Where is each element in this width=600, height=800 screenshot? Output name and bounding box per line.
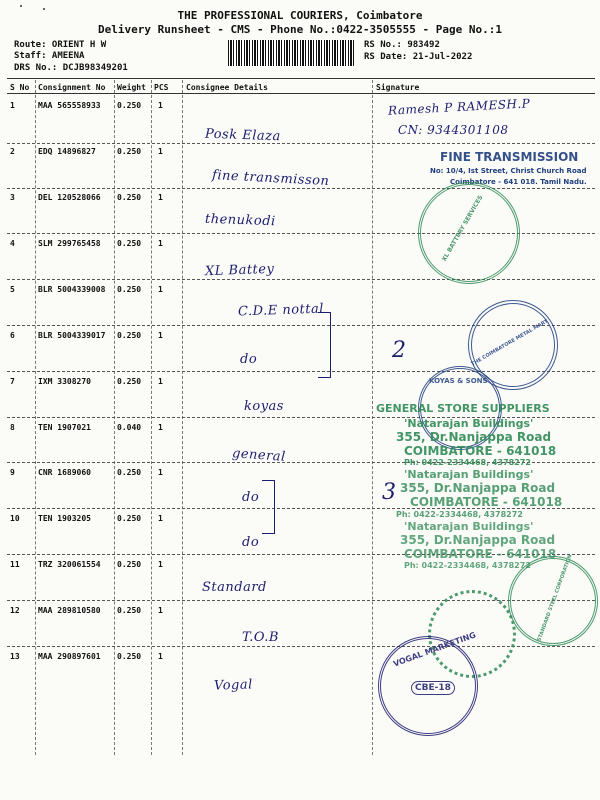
- row-consignee-handwritten: C.D.E nottal: [237, 301, 325, 320]
- standard-steel-stamp-text: STANDARD STEEL CORPORATION: [536, 553, 574, 643]
- row-weight: 0.250: [117, 560, 142, 569]
- col-header-consignment: Consignment No: [38, 83, 106, 92]
- runsheet-subtitle: Delivery Runsheet - CMS - Phone No.:0422-3505555 - Page No.:1: [98, 23, 502, 36]
- general-stores-line4-repeat: Ph: 0422-2334468, 4378272: [396, 510, 523, 519]
- row-pcs: 1: [158, 652, 163, 661]
- row-pcs: 1: [158, 560, 163, 569]
- row-pcs: 1: [158, 606, 163, 615]
- row-consignee-handwritten: do: [242, 490, 260, 505]
- row-sno: 1: [10, 101, 15, 110]
- drs-number: DRS No.: DCJB98349201: [14, 63, 128, 73]
- row-weight: 0.250: [117, 606, 142, 615]
- col-header-signature: Signature: [376, 83, 420, 92]
- row-weight: 0.040: [117, 423, 142, 432]
- row-consignment-no: DEL 120528066: [38, 193, 101, 202]
- scan-dot: [20, 5, 22, 7]
- row-consignee-handwritten: do: [242, 535, 260, 550]
- general-stores-title: GENERAL STORE SUPPLIERS: [376, 402, 550, 415]
- row-consignment-no: BLR 5004339008: [38, 285, 106, 294]
- col-header-weight: Weight: [117, 83, 146, 92]
- row-weight: 0.250: [117, 193, 142, 202]
- table-header-rule: [7, 93, 595, 94]
- route-label: Route: ORIENT H W: [14, 40, 107, 50]
- fine-transmission-stamp-line1: No: 10/4, Ist Street, Christ Church Road: [430, 167, 587, 175]
- koyas-stamp-text: KOYAS & SONS: [429, 377, 488, 385]
- metal-mart-stamp-text: THE COIMBATORE METAL MART: [470, 318, 550, 368]
- row-consignee-handwritten: XL Battey: [204, 261, 275, 280]
- row-consignee-handwritten: general: [231, 446, 287, 465]
- general-stores-line3-repeat2: COIMBATORE - 641018: [404, 547, 557, 561]
- row-divider: [7, 188, 595, 189]
- rs-number: RS No.: 983492: [364, 40, 440, 50]
- row-sno: 11: [10, 560, 20, 569]
- row-consignment-no: MAA 565558933: [38, 101, 101, 110]
- row-sno: 7: [10, 377, 15, 386]
- general-stores-line2-repeat2: 355, Dr.Nanjappa Road: [400, 533, 556, 547]
- row-consignment-no: MAA 289810580: [38, 606, 101, 615]
- col-header-sno: S No: [10, 83, 30, 92]
- row-sno: 13: [10, 652, 20, 661]
- row-weight: 0.250: [117, 468, 142, 477]
- row-consignee-handwritten: Standard: [202, 580, 267, 595]
- row-divider: [7, 279, 595, 280]
- general-stores-line4: Ph: 0422-2334468, 4378272: [404, 458, 531, 467]
- row-pcs: 1: [158, 331, 163, 340]
- row-consignment-no: IXM 3308270: [38, 377, 91, 386]
- vogal-stamp-center: CBE-18: [411, 681, 455, 695]
- general-stores-line3: COIMBATORE - 641018: [404, 444, 557, 458]
- row-consignment-no: TRZ 320061554: [38, 560, 101, 569]
- row-divider: [7, 600, 595, 601]
- signature-1-name: Ramesh P RAMESH.P: [387, 96, 531, 118]
- row-consignment-no: SLM 299765458: [38, 239, 101, 248]
- signature-1-phone: CN: 9344301108: [398, 123, 509, 137]
- col-header-consignee: Consignee Details: [186, 83, 268, 92]
- row-consignee-handwritten: koyas: [244, 399, 284, 414]
- row-weight: 0.250: [117, 147, 142, 156]
- row-sno: 4: [10, 239, 15, 248]
- row-consignee-handwritten: Vogal: [213, 677, 254, 694]
- row-sno: 10: [10, 514, 20, 523]
- company-title: THE PROFESSIONAL COURIERS, Coimbatore: [177, 9, 423, 22]
- row-sno: 6: [10, 331, 15, 340]
- xl-battery-round-stamp: [418, 182, 520, 284]
- handwritten-bracket: [262, 480, 275, 534]
- vogal-marketing-stamp: [378, 630, 478, 736]
- row-consignee-handwritten: fine transmisson: [211, 167, 330, 190]
- row-consignment-no: BLR 5004339017: [38, 331, 106, 340]
- row-pcs: 1: [158, 423, 163, 432]
- row-weight: 0.250: [117, 377, 142, 386]
- row-sno: 12: [10, 606, 20, 615]
- rs-date: RS Date: 21-Jul-2022: [364, 52, 473, 62]
- xl-battery-stamp-text: XL BATTERY SERVICES: [440, 194, 485, 263]
- row-pcs: 1: [158, 514, 163, 523]
- staff-label: Staff: AMEENA: [14, 51, 85, 61]
- handwritten-mark-3: 3: [382, 480, 397, 505]
- row-consignment-no: CNR 1689060: [38, 468, 91, 477]
- general-stores-line1: 'Natarajan Buildings': [404, 417, 534, 430]
- standard-steel-stamp: [508, 553, 598, 646]
- row-consignment-no: TEN 1903205: [38, 514, 91, 523]
- row-consignee-handwritten: Posk Elaza: [204, 126, 281, 145]
- row-sno: 2: [10, 147, 15, 156]
- col-header-pcs: PCS: [154, 83, 169, 92]
- handwritten-bracket: [318, 312, 331, 378]
- row-pcs: 1: [158, 147, 163, 156]
- row-weight: 0.250: [117, 239, 142, 248]
- general-stores-line1-repeat: 'Natarajan Buildings': [404, 468, 534, 481]
- row-weight: 0.250: [117, 285, 142, 294]
- row-consignment-no: EDQ 14896827: [38, 147, 96, 156]
- row-pcs: 1: [158, 468, 163, 477]
- row-consignee-handwritten: thenukodi: [204, 211, 276, 230]
- row-weight: 0.250: [117, 652, 142, 661]
- row-pcs: 1: [158, 377, 163, 386]
- row-sno: 8: [10, 423, 15, 432]
- fine-transmission-stamp-line2: Coimbatore - 641 018. Tamil Nadu.: [450, 178, 587, 186]
- barcode: [228, 40, 354, 66]
- row-pcs: 1: [158, 285, 163, 294]
- row-weight: 0.250: [117, 331, 142, 340]
- general-stores-line1-repeat2: 'Natarajan Buildings': [404, 520, 534, 533]
- row-divider: [7, 143, 595, 144]
- row-consignment-no: MAA 290897601: [38, 652, 101, 661]
- general-stores-line4-repeat2: Ph: 0422-2334468, 4378272: [404, 561, 531, 570]
- row-consignee-handwritten: T.O.B: [242, 630, 279, 645]
- row-sno: 5: [10, 285, 15, 294]
- handwritten-mark-2: 2: [392, 338, 407, 363]
- general-stores-line3-repeat: COIMBATORE - 641018: [410, 495, 563, 509]
- row-pcs: 1: [158, 101, 163, 110]
- general-stores-line2: 355, Dr.Nanjappa Road: [396, 430, 552, 444]
- row-weight: 0.250: [117, 101, 142, 110]
- general-stores-line2-repeat: 355, Dr.Nanjappa Road: [400, 481, 556, 495]
- row-weight: 0.250: [117, 514, 142, 523]
- row-sno: 3: [10, 193, 15, 202]
- fine-transmission-stamp-title: FINE TRANSMISSION: [440, 150, 579, 164]
- row-sno: 9: [10, 468, 15, 477]
- row-consignment-no: TEN 1907021: [38, 423, 91, 432]
- row-pcs: 1: [158, 239, 163, 248]
- row-consignee-handwritten: do: [240, 352, 258, 367]
- table-top-rule: [7, 78, 595, 79]
- row-pcs: 1: [158, 193, 163, 202]
- vogal-stamp-ring-text: VOGAL MARKETING: [392, 630, 478, 669]
